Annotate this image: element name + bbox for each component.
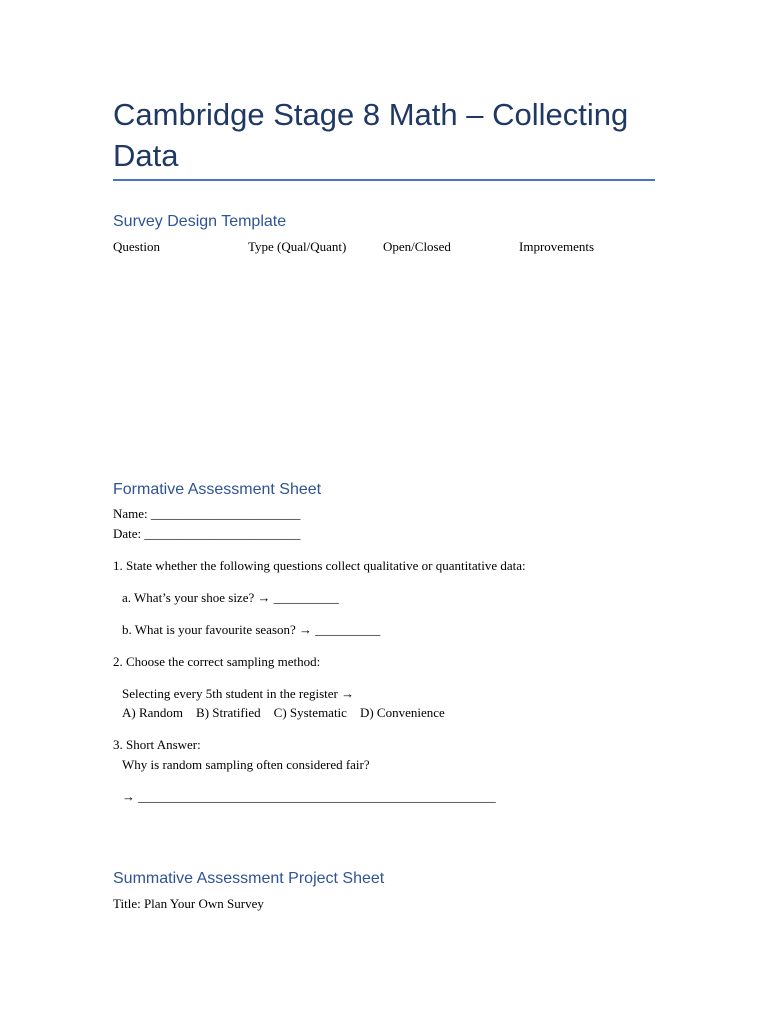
question-3-answer-line: → _______________________________________________________ [122,789,496,804]
name-line: Name: _______________________ [113,506,301,521]
document-title: Cambridge Stage 8 Math – Collecting Data [113,97,629,173]
formative-assessment-heading: Formative Assessment Sheet [113,481,322,498]
question-1b: b. What is your favourite season? → __________ [122,622,381,637]
question-3: 3. Short Answer: [113,737,201,752]
title-underline [113,179,655,181]
column-header-open-closed: Open/Closed [383,239,451,254]
question-1: 1. State whether the following questions collect qualitative or quantitative data: [113,558,526,573]
survey-design-heading: Survey Design Template [113,213,287,230]
question-2: 2. Choose the correct sampling method: [113,654,321,669]
question-3-prompt: Why is random sampling often considered fair? [122,757,370,772]
column-header-improvements: Improvements [519,239,595,254]
question-1a: a. What’s your shoe size? → __________ [122,590,339,605]
column-header-type: Type (Qual/Quant) [248,239,347,254]
summative-assessment-heading: Summative Assessment Project Sheet [113,870,385,887]
question-2-prompt: Selecting every 5th student in the register → [122,686,355,701]
question-2-options: A) Random B) Stratified C) Systematic D) Convenience [122,705,445,720]
column-header-question: Question [113,239,160,254]
date-line: Date: ________________________ [113,526,301,541]
project-title-line: Title: Plan Your Own Survey [113,896,264,911]
